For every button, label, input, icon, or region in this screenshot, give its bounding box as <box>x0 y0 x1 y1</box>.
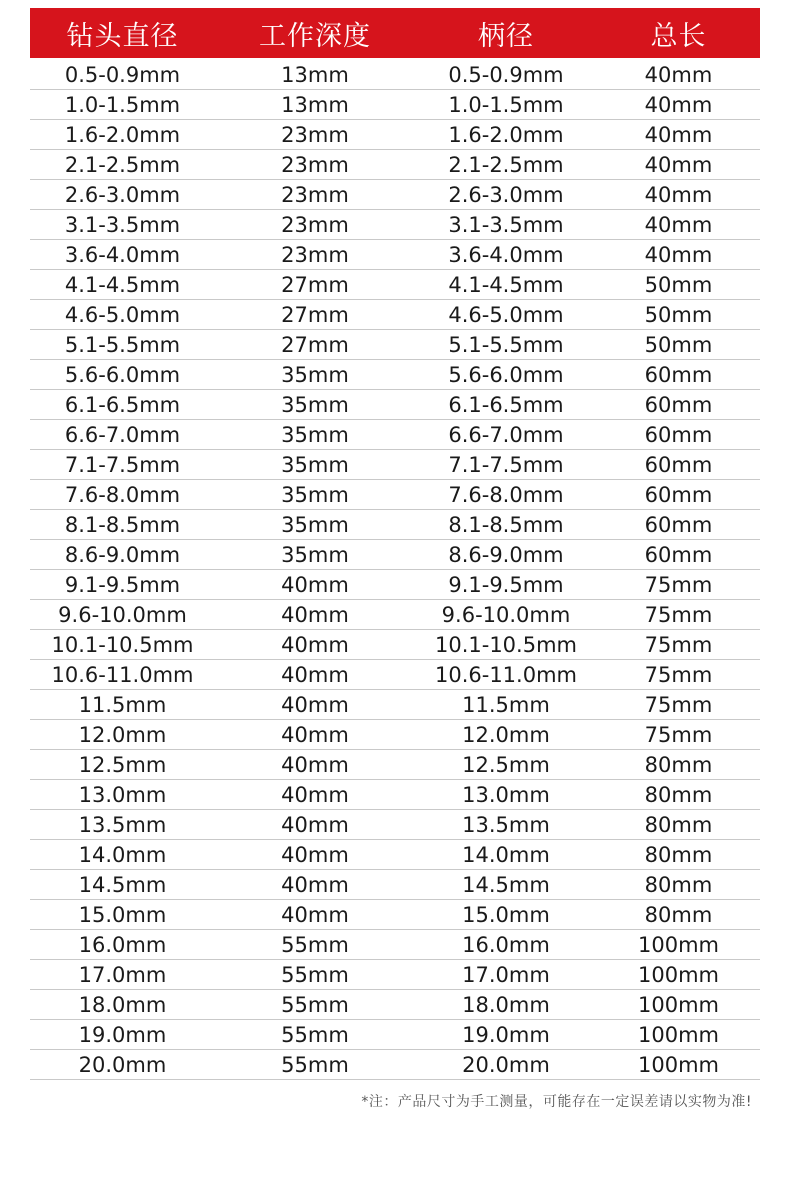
drill-diameter-cell: 3.6-4.0mm <box>64 242 181 267</box>
drill-diameter-cell: 4.1-4.5mm <box>64 272 181 297</box>
table-row <box>30 390 760 420</box>
total-length-cell: 40mm <box>644 212 713 237</box>
working-depth-cell: 40mm <box>281 722 349 747</box>
table-row <box>30 210 760 240</box>
working-depth-cell: 27mm <box>281 272 349 297</box>
drill-diameter-cell: 14.0mm <box>78 842 167 867</box>
drill-diameter-cell: 0.5-0.9mm <box>64 62 181 87</box>
table-row <box>30 630 760 660</box>
working-depth-cell: 13mm <box>281 92 349 117</box>
shank-diameter-cell: 2.1-2.5mm <box>448 152 564 177</box>
total-length-cell: 100mm <box>638 992 719 1017</box>
shank-diameter-cell: 8.1-8.5mm <box>448 512 564 537</box>
table-row <box>30 720 760 750</box>
table-row <box>30 450 760 480</box>
table-row <box>30 810 760 840</box>
total-length-cell: 40mm <box>644 122 713 147</box>
shank-diameter-cell: 1.6-2.0mm <box>448 122 564 147</box>
drill-diameter-cell: 6.6-7.0mm <box>64 422 181 447</box>
working-depth-cell: 23mm <box>281 152 349 177</box>
working-depth-cell: 40mm <box>281 662 349 687</box>
shank-diameter-cell: 4.1-4.5mm <box>448 272 564 297</box>
total-length-cell: 60mm <box>644 452 713 477</box>
table-row <box>30 780 760 810</box>
total-length-cell: 80mm <box>644 902 713 927</box>
total-length-cell: 80mm <box>644 752 713 777</box>
table-row <box>30 180 760 210</box>
shank-diameter-cell: 13.0mm <box>462 782 550 807</box>
drill-diameter-cell: 16.0mm <box>78 932 167 957</box>
shank-diameter-cell: 1.0-1.5mm <box>448 92 564 117</box>
header-working-depth: 工作深度 <box>259 20 371 52</box>
drill-diameter-cell: 6.1-6.5mm <box>64 392 181 417</box>
table-row <box>30 660 760 690</box>
total-length-cell: 75mm <box>644 662 713 687</box>
table-row <box>30 930 760 960</box>
total-length-cell: 75mm <box>644 692 713 717</box>
working-depth-cell: 55mm <box>281 1022 349 1047</box>
table-row <box>30 510 760 540</box>
shank-diameter-cell: 11.5mm <box>462 692 550 717</box>
shank-diameter-cell: 0.5-0.9mm <box>448 62 564 87</box>
drill-diameter-cell: 8.1-8.5mm <box>64 512 181 537</box>
total-length-cell: 40mm <box>644 242 713 267</box>
drill-diameter-cell: 14.5mm <box>78 872 167 897</box>
table-row <box>30 480 760 510</box>
table-row <box>30 300 760 330</box>
shank-diameter-cell: 19.0mm <box>462 1022 550 1047</box>
drill-diameter-cell: 7.1-7.5mm <box>64 452 181 477</box>
working-depth-cell: 23mm <box>281 122 349 147</box>
shank-diameter-cell: 12.0mm <box>462 722 550 747</box>
drill-diameter-cell: 10.6-11.0mm <box>51 662 194 687</box>
total-length-cell: 75mm <box>644 572 713 597</box>
table-row <box>30 750 760 780</box>
total-length-cell: 80mm <box>644 812 713 837</box>
table-row <box>30 240 760 270</box>
table-row <box>30 870 760 900</box>
shank-diameter-cell: 18.0mm <box>462 992 550 1017</box>
working-depth-cell: 40mm <box>281 602 349 627</box>
table-body <box>30 60 760 1080</box>
table-row <box>30 600 760 630</box>
working-depth-cell: 40mm <box>281 692 349 717</box>
table-row <box>30 150 760 180</box>
drill-diameter-cell: 12.0mm <box>78 722 167 747</box>
working-depth-cell: 27mm <box>281 302 349 327</box>
total-length-cell: 100mm <box>638 932 719 957</box>
table-row <box>30 60 760 90</box>
working-depth-cell: 13mm <box>281 62 349 87</box>
working-depth-cell: 40mm <box>281 782 349 807</box>
table-row <box>30 120 760 150</box>
drill-diameter-cell: 1.0-1.5mm <box>64 92 181 117</box>
shank-diameter-cell: 15.0mm <box>462 902 550 927</box>
drill-diameter-cell: 8.6-9.0mm <box>64 542 181 567</box>
shank-diameter-cell: 13.5mm <box>462 812 550 837</box>
table-header <box>30 8 760 58</box>
drill-diameter-cell: 13.5mm <box>78 812 167 837</box>
total-length-cell: 60mm <box>644 512 713 537</box>
working-depth-cell: 35mm <box>281 542 349 567</box>
working-depth-cell: 55mm <box>281 932 349 957</box>
table-row <box>30 690 760 720</box>
header-shank-diameter: 柄径 <box>478 20 534 52</box>
working-depth-cell: 35mm <box>281 482 349 507</box>
header-drill-diameter: 钻头直径 <box>66 20 179 52</box>
total-length-cell: 60mm <box>644 482 713 507</box>
working-depth-cell: 35mm <box>281 422 349 447</box>
shank-diameter-cell: 4.6-5.0mm <box>448 302 564 327</box>
shank-diameter-cell: 20.0mm <box>462 1052 550 1077</box>
working-depth-cell: 35mm <box>281 452 349 477</box>
table-row <box>30 1050 760 1080</box>
working-depth-cell: 35mm <box>281 362 349 387</box>
total-length-cell: 75mm <box>644 722 713 747</box>
shank-diameter-cell: 5.6-6.0mm <box>448 362 564 387</box>
drill-diameter-cell: 5.6-6.0mm <box>64 362 181 387</box>
shank-diameter-cell: 8.6-9.0mm <box>448 542 564 567</box>
drill-diameter-cell: 2.1-2.5mm <box>64 152 181 177</box>
measurement-note: *注：产品尺寸为手工测量，可能存在一定误差请以实物为准! <box>361 1094 752 1110</box>
working-depth-cell: 40mm <box>281 812 349 837</box>
table-row <box>30 840 760 870</box>
working-depth-cell: 23mm <box>281 242 349 267</box>
drill-diameter-cell: 10.1-10.5mm <box>51 632 194 657</box>
working-depth-cell: 23mm <box>281 182 349 207</box>
total-length-cell: 100mm <box>638 1052 719 1077</box>
working-depth-cell: 40mm <box>281 752 349 777</box>
shank-diameter-cell: 6.1-6.5mm <box>448 392 564 417</box>
drill-diameter-cell: 20.0mm <box>78 1052 167 1077</box>
shank-diameter-cell: 10.1-10.5mm <box>434 632 577 657</box>
table-row <box>30 570 760 600</box>
drill-diameter-cell: 1.6-2.0mm <box>64 122 181 147</box>
drill-diameter-cell: 13.0mm <box>78 782 167 807</box>
drill-diameter-cell: 19.0mm <box>78 1022 167 1047</box>
working-depth-cell: 55mm <box>281 992 349 1017</box>
shank-diameter-cell: 12.5mm <box>462 752 550 777</box>
total-length-cell: 80mm <box>644 872 713 897</box>
shank-diameter-cell: 9.1-9.5mm <box>448 572 564 597</box>
table-row <box>30 90 760 120</box>
drill-diameter-cell: 5.1-5.5mm <box>64 332 181 357</box>
drill-diameter-cell: 11.5mm <box>78 692 167 717</box>
drill-diameter-cell: 4.6-5.0mm <box>64 302 181 327</box>
working-depth-cell: 40mm <box>281 632 349 657</box>
table-row <box>30 330 760 360</box>
shank-diameter-cell: 16.0mm <box>462 932 550 957</box>
total-length-cell: 40mm <box>644 62 713 87</box>
shank-diameter-cell: 14.0mm <box>462 842 550 867</box>
header-total-length: 总长 <box>650 20 707 52</box>
total-length-cell: 100mm <box>638 1022 719 1047</box>
table-row <box>30 960 760 990</box>
total-length-cell: 40mm <box>644 182 713 207</box>
shank-diameter-cell: 3.1-3.5mm <box>448 212 564 237</box>
total-length-cell: 50mm <box>644 302 713 327</box>
drill-diameter-cell: 18.0mm <box>78 992 167 1017</box>
shank-diameter-cell: 17.0mm <box>462 962 550 987</box>
drill-diameter-cell: 9.1-9.5mm <box>64 572 181 597</box>
working-depth-cell: 27mm <box>281 332 349 357</box>
table-row <box>30 270 760 300</box>
working-depth-cell: 40mm <box>281 842 349 867</box>
shank-diameter-cell: 7.1-7.5mm <box>448 452 564 477</box>
drill-diameter-cell: 15.0mm <box>78 902 167 927</box>
working-depth-cell: 40mm <box>281 902 349 927</box>
total-length-cell: 75mm <box>644 602 713 627</box>
shank-diameter-cell: 10.6-11.0mm <box>434 662 577 687</box>
total-length-cell: 60mm <box>644 392 713 417</box>
drill-diameter-cell: 3.1-3.5mm <box>64 212 181 237</box>
table-row <box>30 990 760 1020</box>
total-length-cell: 60mm <box>644 362 713 387</box>
spec-table <box>30 8 760 1080</box>
shank-diameter-cell: 7.6-8.0mm <box>448 482 564 507</box>
working-depth-cell: 40mm <box>281 572 349 597</box>
table-row <box>30 900 760 930</box>
total-length-cell: 50mm <box>644 332 713 357</box>
working-depth-cell: 35mm <box>281 392 349 417</box>
working-depth-cell: 55mm <box>281 1052 349 1077</box>
total-length-cell: 40mm <box>644 92 713 117</box>
shank-diameter-cell: 3.6-4.0mm <box>448 242 564 267</box>
total-length-cell: 40mm <box>644 152 713 177</box>
working-depth-cell: 55mm <box>281 962 349 987</box>
table-row <box>30 1020 760 1050</box>
total-length-cell: 100mm <box>638 962 719 987</box>
drill-diameter-cell: 7.6-8.0mm <box>64 482 181 507</box>
shank-diameter-cell: 6.6-7.0mm <box>448 422 564 447</box>
drill-diameter-cell: 2.6-3.0mm <box>64 182 181 207</box>
table-row <box>30 420 760 450</box>
total-length-cell: 80mm <box>644 842 713 867</box>
shank-diameter-cell: 2.6-3.0mm <box>448 182 564 207</box>
shank-diameter-cell: 14.5mm <box>462 872 550 897</box>
drill-diameter-cell: 17.0mm <box>78 962 167 987</box>
total-length-cell: 60mm <box>644 542 713 567</box>
working-depth-cell: 23mm <box>281 212 349 237</box>
total-length-cell: 80mm <box>644 782 713 807</box>
total-length-cell: 50mm <box>644 272 713 297</box>
table-row <box>30 360 760 390</box>
working-depth-cell: 40mm <box>281 872 349 897</box>
working-depth-cell: 35mm <box>281 512 349 537</box>
total-length-cell: 60mm <box>644 422 713 447</box>
shank-diameter-cell: 5.1-5.5mm <box>448 332 564 357</box>
total-length-cell: 75mm <box>644 632 713 657</box>
drill-diameter-cell: 9.6-10.0mm <box>58 602 187 627</box>
table-row <box>30 540 760 570</box>
drill-diameter-cell: 12.5mm <box>78 752 167 777</box>
shank-diameter-cell: 9.6-10.0mm <box>441 602 571 627</box>
